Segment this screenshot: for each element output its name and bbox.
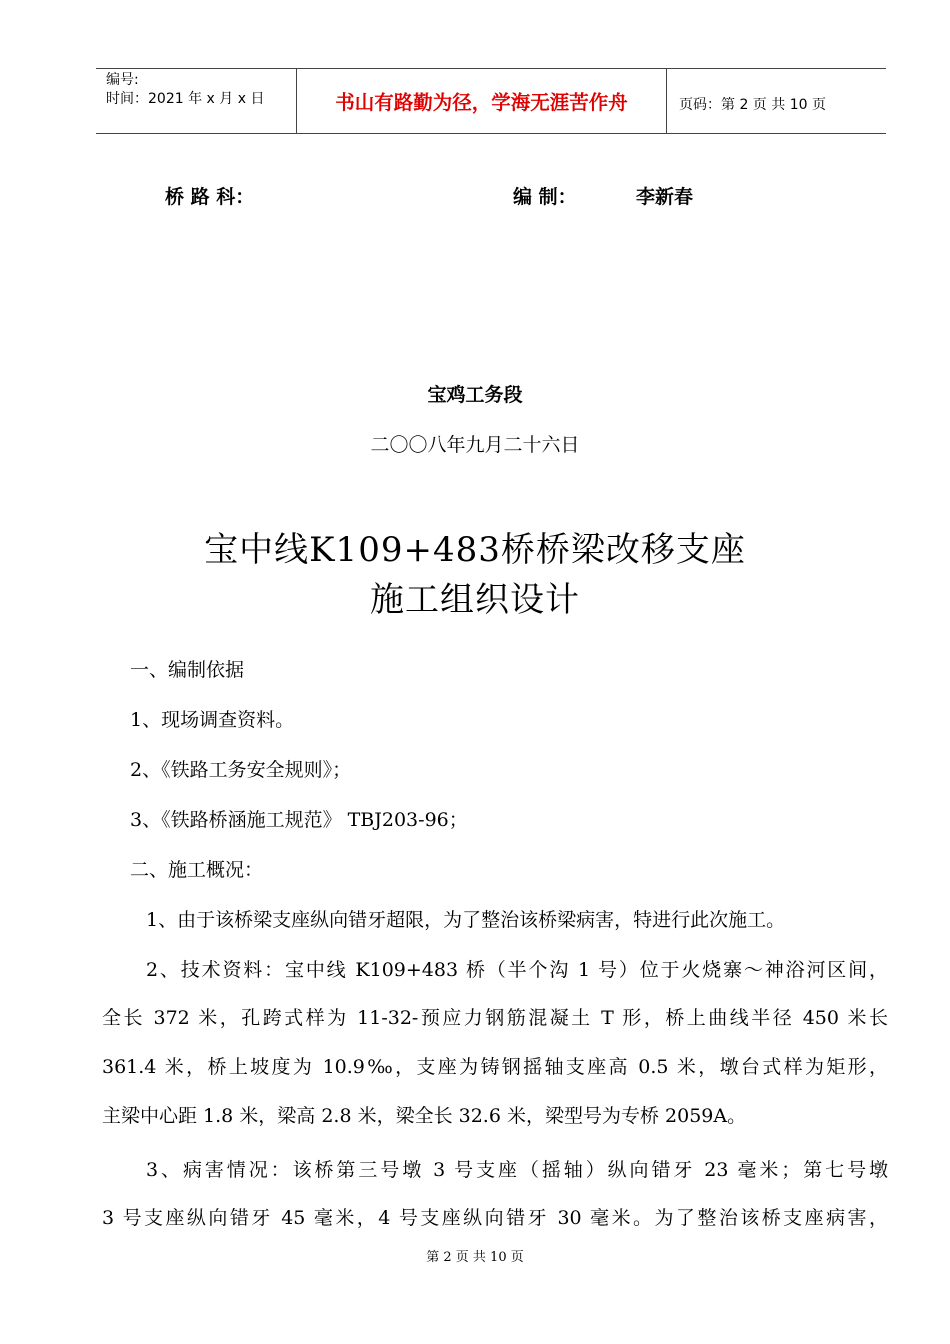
time-label: 时间：2021 年 x 月 x 日 bbox=[106, 91, 265, 107]
paragraph2-line1: 2、技术资料：宝中线 K109+483 桥（半个沟 1 号）位于火烧寨～神浴河区间， bbox=[146, 959, 888, 981]
header-motto: 书山有路勤为径，学海无涯苦作舟 bbox=[297, 69, 667, 133]
page-footer: 第 2 页 共 10 页 bbox=[426, 1250, 524, 1265]
paragraph1: 1、由于该桥梁支座纵向错牙超限，为了整治该桥梁病害，特进行此次施工。 bbox=[146, 909, 786, 931]
paragraph2-line4: 主梁中心距 1.8 米，梁高 2.8 米，梁全长 32.6 米，梁型号为专桥 2059A。 bbox=[102, 1105, 747, 1127]
header-page-info: 页码：第 2 页 共 10 页 bbox=[679, 97, 826, 113]
section1-item1: 1、现场调查资料。 bbox=[130, 709, 295, 731]
document-title-line2: 施工组织设计 bbox=[370, 580, 580, 620]
page-header bbox=[96, 68, 886, 134]
paragraph3-line2: 3 号支座纵向错牙 45 毫米，4 号支座纵向错牙 30 毫米。为了整治该桥支座病害， bbox=[102, 1207, 888, 1229]
section1-heading: 一、编制依据 bbox=[130, 659, 245, 681]
section1-item3: 3、《铁路桥涵施工规范》 TBJ203-96； bbox=[130, 809, 468, 831]
editor-name: 李新春 bbox=[636, 186, 694, 208]
paragraph2-line3: 361.4 米，桥上坡度为 10.9‰，支座为铸钢摇轴支座高 0.5 米，墩台式样为矩形， bbox=[102, 1056, 888, 1078]
document-title-line1: 宝中线K109+483桥桥梁改移支座 bbox=[204, 530, 746, 570]
document-date: 二〇〇八年九月二十六日 bbox=[370, 434, 580, 456]
section1-item2: 2、《铁路工务安全规则》； bbox=[130, 759, 352, 781]
paragraph2-line2: 全长 372 米，孔跨式样为 11-32-预应力钢筋混凝土 T 形，桥上曲线半径 450 米长 bbox=[102, 1007, 888, 1029]
serial-label: 编号: bbox=[106, 72, 139, 88]
dept-label: 桥 路 科： bbox=[165, 186, 255, 208]
section2-heading: 二、施工概况： bbox=[130, 859, 264, 881]
paragraph3-line1: 3、病害情况：该桥第三号墩 3 号支座（摇轴）纵向错牙 23 毫米；第七号墩 bbox=[146, 1159, 888, 1181]
organization-name: 宝鸡工务段 bbox=[427, 384, 523, 406]
header-meta bbox=[96, 69, 297, 133]
editor-label: 编 制： bbox=[513, 186, 577, 208]
